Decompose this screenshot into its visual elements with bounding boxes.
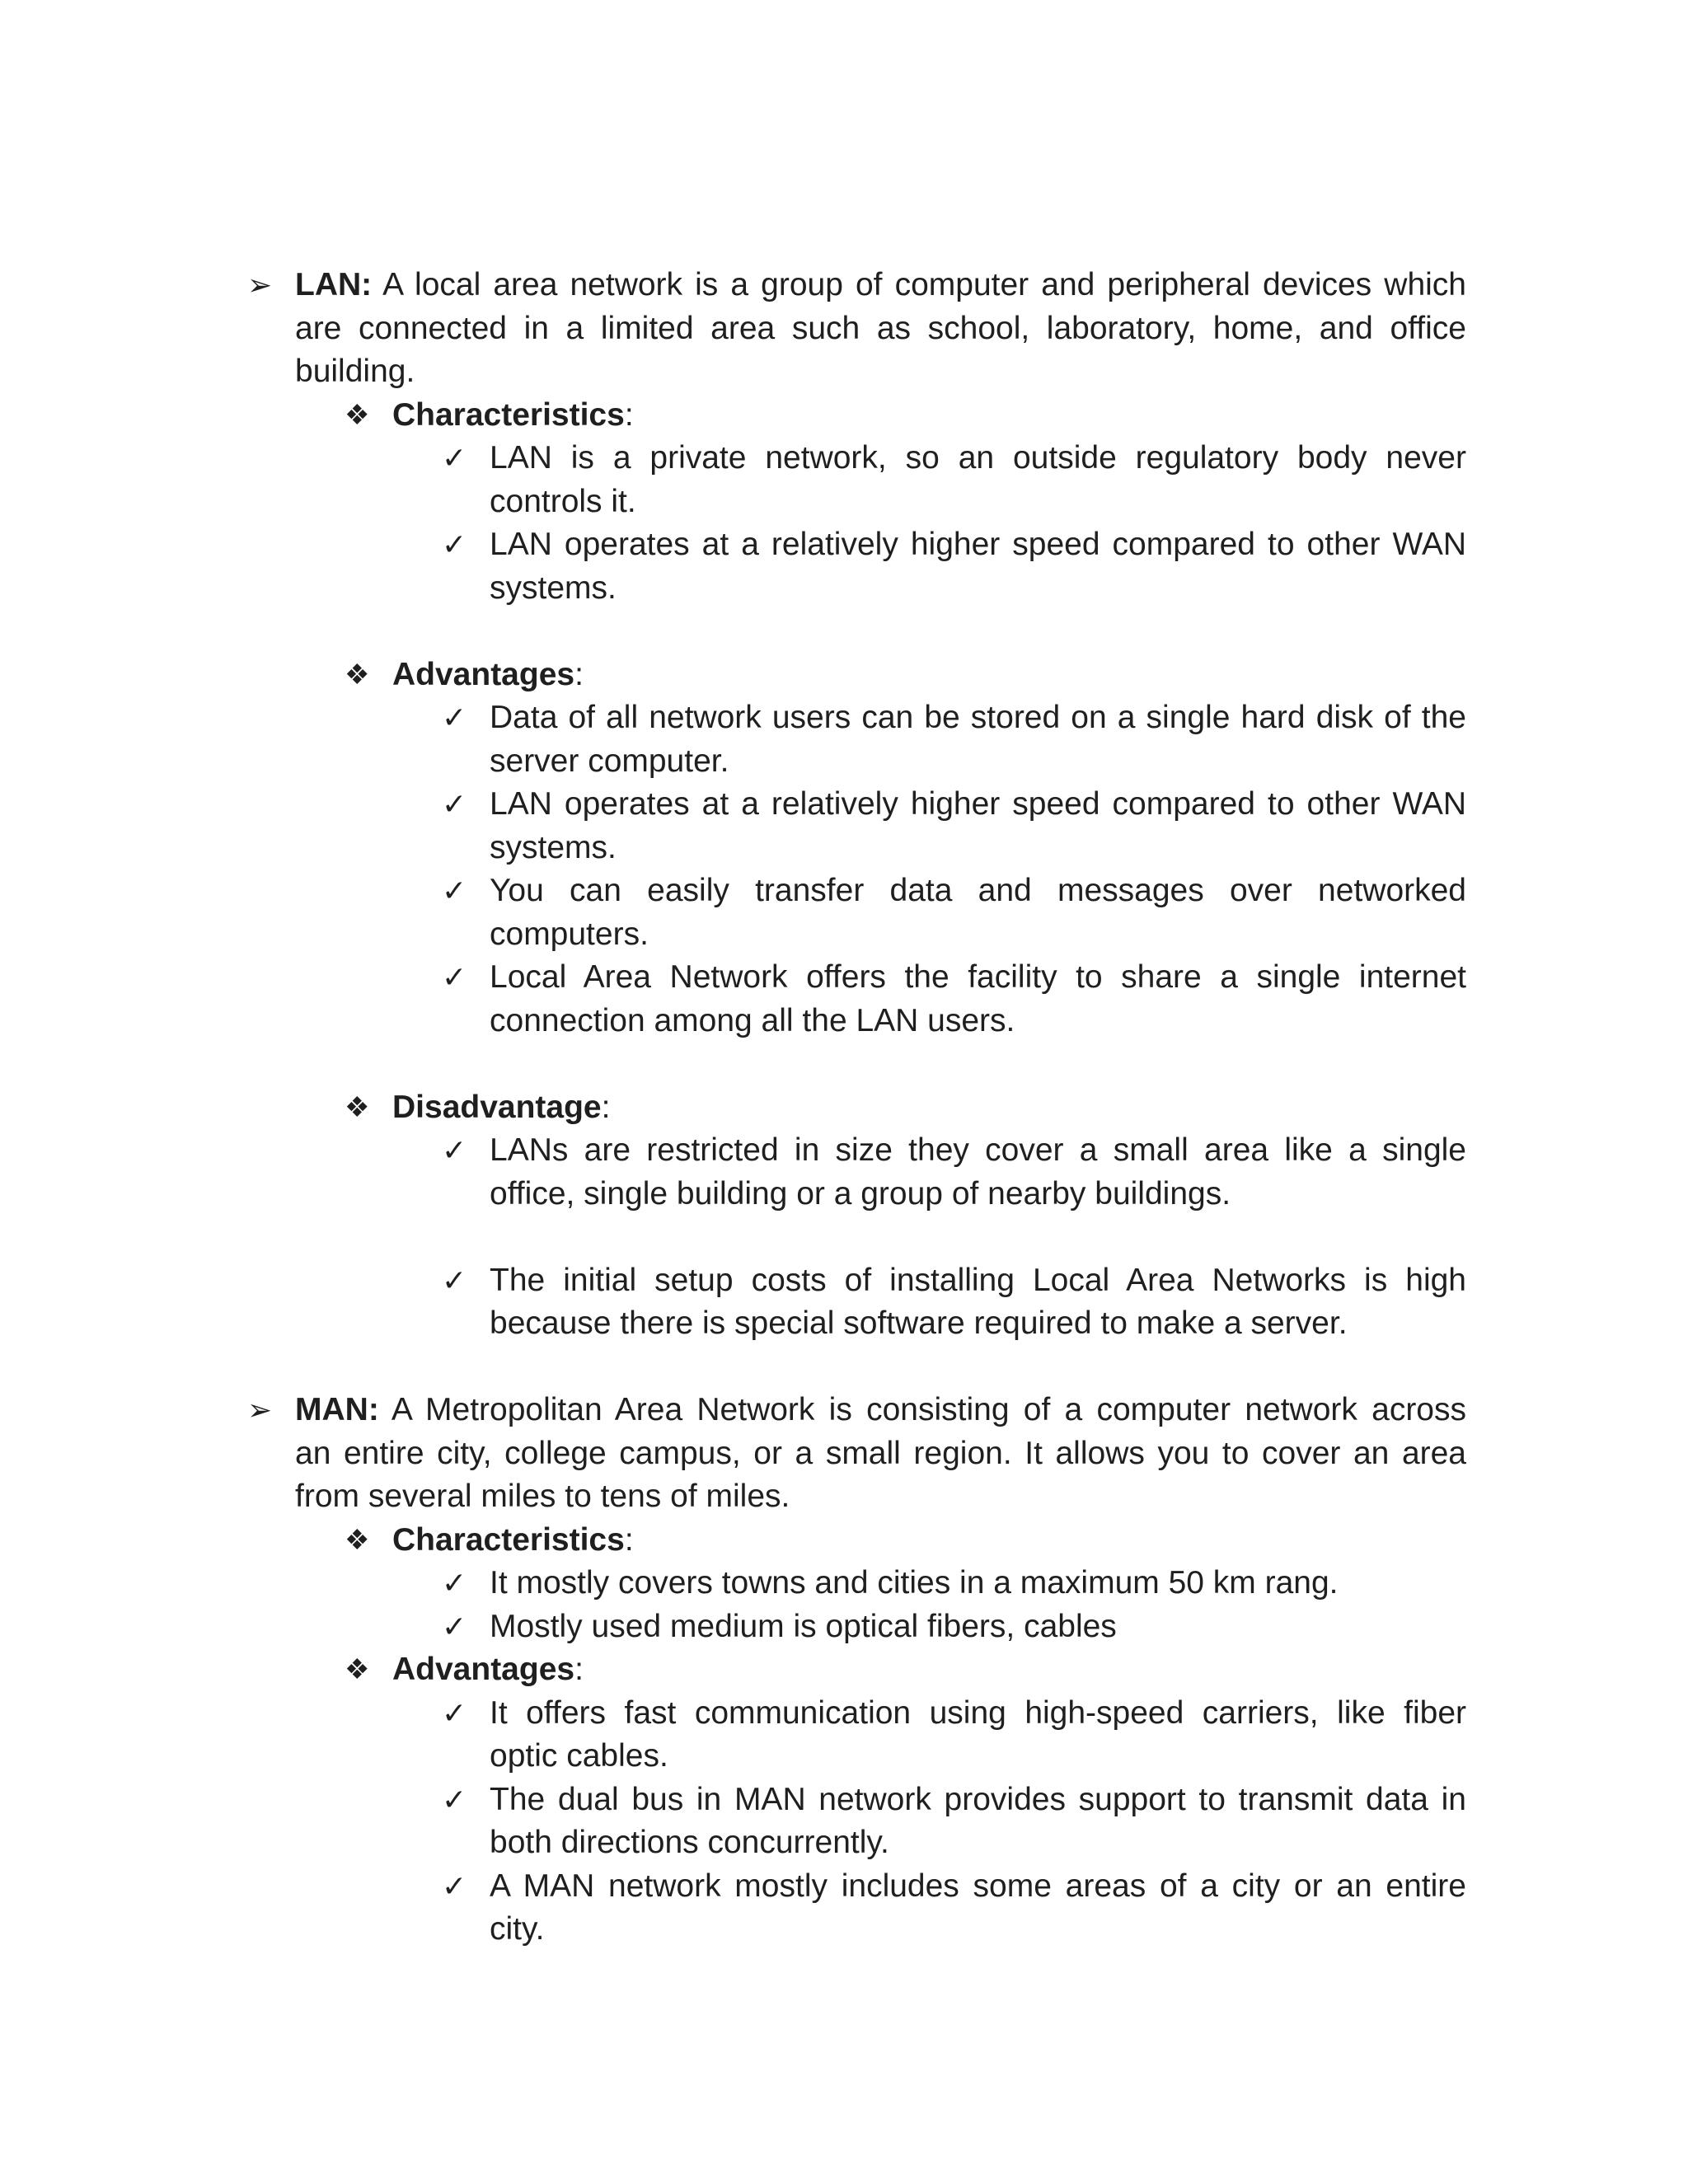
lan-term: LAN: (295, 267, 373, 302)
spacer (0, 1043, 1688, 1086)
spacer (0, 1346, 1688, 1390)
lan-adv-item-2-line-2: systems. (490, 829, 617, 865)
man-adv-item-3-line-2: city. (490, 1911, 545, 1947)
man-intro-line-3: from several miles to tens of miles. (295, 1479, 790, 1514)
lan-adv-item-1-line-1: ✓ Data of all network users can be stored on a single hard disk of the (0, 696, 1688, 740)
spacer (0, 610, 1688, 654)
man-adv-item-1-line-2: optic cables. (490, 1738, 668, 1774)
man-adv-item-2-line-2: both directions concurrently. (490, 1825, 889, 1860)
man-characteristics-heading: ❖ Characteristics: (0, 1519, 1688, 1563)
man-adv-item-2-line-1: ✓ The dual bus in MAN network provides support to transmit data in (0, 1779, 1688, 1822)
man-advantages-heading: ❖ Advantages: (0, 1648, 1688, 1692)
lan-advantages-heading: ❖ Advantages: (0, 654, 1688, 697)
lan-intro-text-2: are connected in a limited area such as school, laboratory, home, and office (295, 310, 1466, 346)
check-bullet-icon: ✓ (442, 1868, 467, 1903)
lan-adv-item-1-line-2: server computer. (490, 743, 729, 779)
man-char-item-1: ✓ It mostly covers towns and cities in a maximum 50 km rang. (0, 1562, 1688, 1605)
arrow-bullet-icon: ➢ (247, 268, 273, 302)
lan-adv-item-2-line-1: ✓ LAN operates at a relatively higher speed compared to other WAN (0, 783, 1688, 827)
lan-intro-line-2 (0, 307, 1688, 351)
man-intro-text-2: an entire city, college campus, or a small region. It allows you to cover an area (295, 1435, 1466, 1471)
lan-adv-item-4-line-1: ✓ Local Area Network offers the facility to share a single internet (0, 956, 1688, 1000)
lan-intro-text-1: LAN: A local area network is a group of computer and peripheral devices which (295, 267, 1466, 302)
man-intro-line-2 (0, 1432, 1688, 1476)
lan-char-item-1-line-2: controls it. (490, 483, 636, 519)
check-bullet-icon: ✓ (442, 874, 467, 907)
check-bullet-icon: ✓ (442, 1609, 467, 1643)
check-bullet-icon: ✓ (442, 787, 467, 821)
man-term: MAN: (295, 1392, 379, 1427)
check-bullet-icon: ✓ (442, 1133, 467, 1167)
document-page (0, 264, 1688, 1952)
diamond-bullet-icon: ❖ (345, 1091, 370, 1123)
man-intro-text-1: MAN: A Metropolitan Area Network is consisting of a computer network across (295, 1392, 1466, 1427)
lan-char-item-1-line-1: ✓ LAN is a private network, so an outside regulatory body never (0, 437, 1688, 480)
check-bullet-icon: ✓ (442, 701, 467, 734)
spacer (0, 1216, 1688, 1259)
diamond-bullet-icon: ❖ (345, 399, 370, 431)
lan-dis-item-2-line-1: ✓ The initial setup costs of installing Local Area Networks is high (0, 1259, 1688, 1303)
lan-dis-item-1-line-1: ✓ LANs are restricted in size they cover a small area like a single (0, 1129, 1688, 1173)
man-char-item-2: ✓ Mostly used medium is optical fibers, cables (0, 1605, 1688, 1649)
lan-dis-item-1-line-2: office, single building or a group of nearby buildings. (490, 1175, 1231, 1212)
diamond-bullet-icon: ❖ (345, 658, 370, 691)
check-bullet-icon: ✓ (442, 960, 467, 994)
check-bullet-icon: ✓ (442, 527, 467, 561)
lan-intro-line-1 (0, 264, 1688, 307)
lan-dis-item-2-line-2: because there is special software required to make a server. (490, 1305, 1348, 1341)
lan-char-item-2-line-1: ✓ LAN operates at a relatively higher speed compared to other WAN (0, 523, 1688, 567)
lan-characteristics-heading: ❖ Characteristics: (0, 394, 1688, 438)
man-adv-item-3-line-1: ✓ A MAN network mostly includes some areas of a city or an entire (0, 1865, 1688, 1909)
lan-disadvantage-heading: ❖ Disadvantage: (0, 1086, 1688, 1130)
diamond-bullet-icon: ❖ (345, 1524, 370, 1556)
lan-adv-item-3-line-2: computers. (490, 916, 649, 952)
check-bullet-icon: ✓ (442, 1263, 467, 1297)
man-adv-item-1-line-1: ✓ It offers fast communication using high-speed carriers, like fiber (0, 1692, 1688, 1736)
check-bullet-icon: ✓ (442, 441, 467, 475)
check-bullet-icon: ✓ (442, 1695, 467, 1730)
lan-adv-item-4-line-2: connection among all the LAN users. (490, 1002, 1015, 1038)
lan-char-item-2-line-2: systems. (490, 569, 617, 606)
check-bullet-icon: ✓ (442, 1782, 467, 1816)
lan-intro-line-3: building. (295, 354, 415, 389)
arrow-bullet-icon: ➢ (247, 1393, 273, 1427)
diamond-bullet-icon: ❖ (345, 1654, 370, 1685)
lan-adv-item-3-line-1: ✓ You can easily transfer data and messages over networked (0, 869, 1688, 913)
man-intro-line-1 (0, 1389, 1688, 1432)
check-bullet-icon: ✓ (442, 1566, 467, 1600)
